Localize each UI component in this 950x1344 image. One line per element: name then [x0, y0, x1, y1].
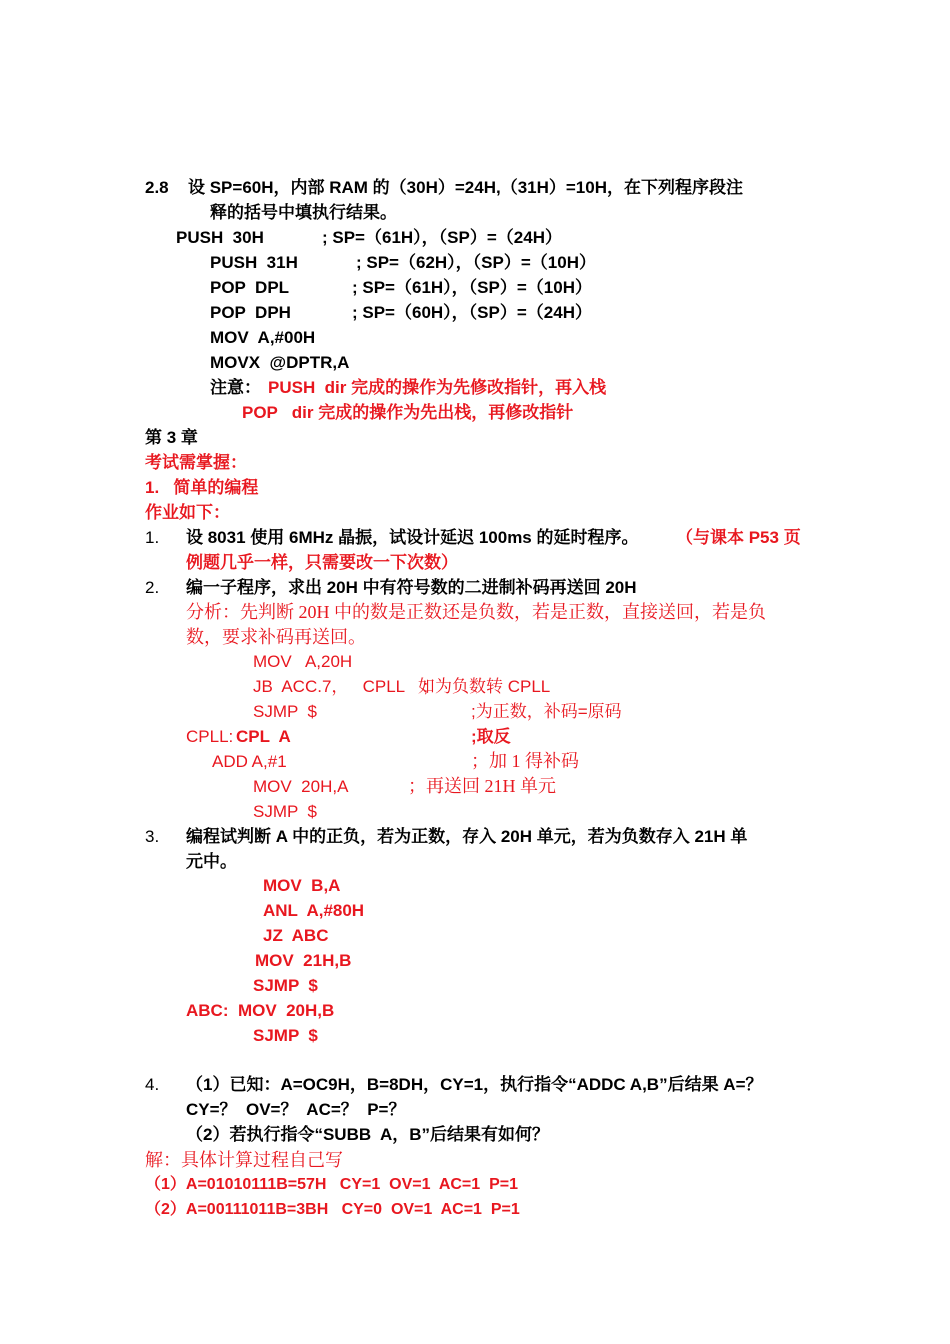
hw2-code-2-comment: 如为负数转 CPLL: [418, 677, 551, 696]
code-line-push30: PUSH 30H: [176, 228, 264, 247]
hw3-code-4: MOV 21H,B: [255, 951, 352, 970]
exam-heading: 考试需掌握：: [145, 453, 247, 472]
hw3-code-5: SJMP $: [253, 976, 318, 995]
hw4-text-cont: CY=？ OV=？ AC=？ P=？: [186, 1100, 406, 1119]
homework-heading: 作业如下：: [145, 503, 230, 522]
hw2-code-6-comment: ；再送回 21H 单元: [408, 776, 556, 796]
hw2-code-4: CPL A: [236, 727, 291, 746]
code-comment-push31: ; SP=（62H），（SP）=（10H）: [356, 253, 596, 272]
note-push: PUSH dir 完成的操作为先修改指针，再入栈: [268, 378, 607, 397]
hw2-code-3: SJMP $: [253, 702, 317, 721]
hw3-number: 3.: [145, 827, 160, 846]
hw2-text: 编一子程序，求出 20H 中有符号数的二进制补码再送回 20H: [186, 578, 637, 597]
question-2-8-text: 设 SP=60H，内部 RAM 的（30H）=24H,（31H）=10H，在下列程序段注: [188, 178, 743, 197]
hw2-code-6: MOV 20H,A: [253, 777, 349, 796]
code-comment-popdpl: ; SP=（61H），（SP）=（10H）: [352, 278, 592, 297]
hw3-text: 编程试判断 A 中的正负，若为正数，存入 20H 单元，若为负数存入 21H 单: [186, 827, 748, 846]
hw2-code-1: MOV A,20H: [253, 652, 353, 671]
hw3-code-2: ANL A,#80H: [263, 901, 365, 920]
hw4-answer-2: （2）A=00111011B=3BH CY=0 OV=1 AC=1 P=1: [145, 1201, 520, 1218]
hw2-code-4-label: CPLL:: [186, 727, 238, 746]
code-line-movx: MOVX @DPTR,A: [210, 353, 350, 372]
chapter-title: 第 3 章: [145, 428, 198, 447]
hw2-code-5-comment: ；加 1 得补码: [471, 751, 579, 771]
code-line-push31: PUSH 31H: [210, 253, 298, 272]
hw1-note-cont: 例题几乎一样，只需要改一下次数）: [186, 553, 458, 572]
hw2-code-7: SJMP $: [253, 802, 317, 821]
hw1-text: 设 8031 使用 6MHz 晶振，试设计延迟 100ms 的延时程序。: [186, 528, 639, 547]
question-2-8-text-cont: 释的括号中填执行结果。: [210, 203, 397, 222]
hw4-text: （1）已知：A=OC9H，B=8DH，CY=1，执行指令“ADDC A,B”后结果 A=？: [186, 1075, 763, 1094]
hw2-analysis-cont: 数，要求补码再送回。: [186, 627, 366, 647]
hw4-solution: 解：具体计算过程自己写: [145, 1150, 343, 1170]
hw4-number: 4.: [145, 1075, 160, 1094]
exam-item-1: 1. 简单的编程: [145, 478, 259, 497]
hw3-code-3: JZ ABC: [263, 926, 329, 945]
hw2-number: 2.: [145, 578, 160, 597]
hw3-text-cont: 元中。: [186, 852, 237, 871]
hw2-analysis: 分析：先判断 20H 中的数是正数还是负数，若是正数，直接送回，若是负: [186, 602, 766, 622]
hw2-code-2: JB ACC.7， CPLL ;: [253, 677, 433, 696]
hw3-code-7: SJMP $: [253, 1026, 318, 1045]
hw4-text-part2: （2）若执行指令“SUBB A，B”后结果有如何？: [186, 1125, 549, 1144]
hw1-note: （与课本 P53 页: [676, 528, 801, 547]
hw2-code-3-comment: ;为正数，补码=原码: [471, 702, 622, 721]
code-line-popdph: POP DPH: [210, 303, 291, 322]
hw3-code-1: MOV B,A: [263, 876, 341, 895]
question-2-8-number: 2.8: [145, 178, 169, 197]
code-line-mov: MOV A,#00H: [210, 328, 316, 347]
code-line-popdpl: POP DPL: [210, 278, 290, 297]
code-comment-push30: ; SP=（61H），（SP）=（24H）: [322, 228, 562, 247]
hw4-answer-1: （1）A=01010111B=57H CY=1 OV=1 AC=1 P=1: [145, 1176, 518, 1193]
code-comment-popdph: ; SP=（60H），（SP）=（24H）: [352, 303, 592, 322]
hw3-code-6: ABC: MOV 20H,B: [186, 1001, 335, 1020]
hw2-code-5: ADD A,#1: [212, 752, 287, 771]
hw2-code-4-comment: ;取反: [471, 727, 511, 746]
note-label: 注意：: [210, 378, 261, 397]
note-pop: POP dir 完成的操作为先出栈，再修改指针: [242, 403, 574, 422]
hw1-number: 1.: [145, 528, 160, 547]
